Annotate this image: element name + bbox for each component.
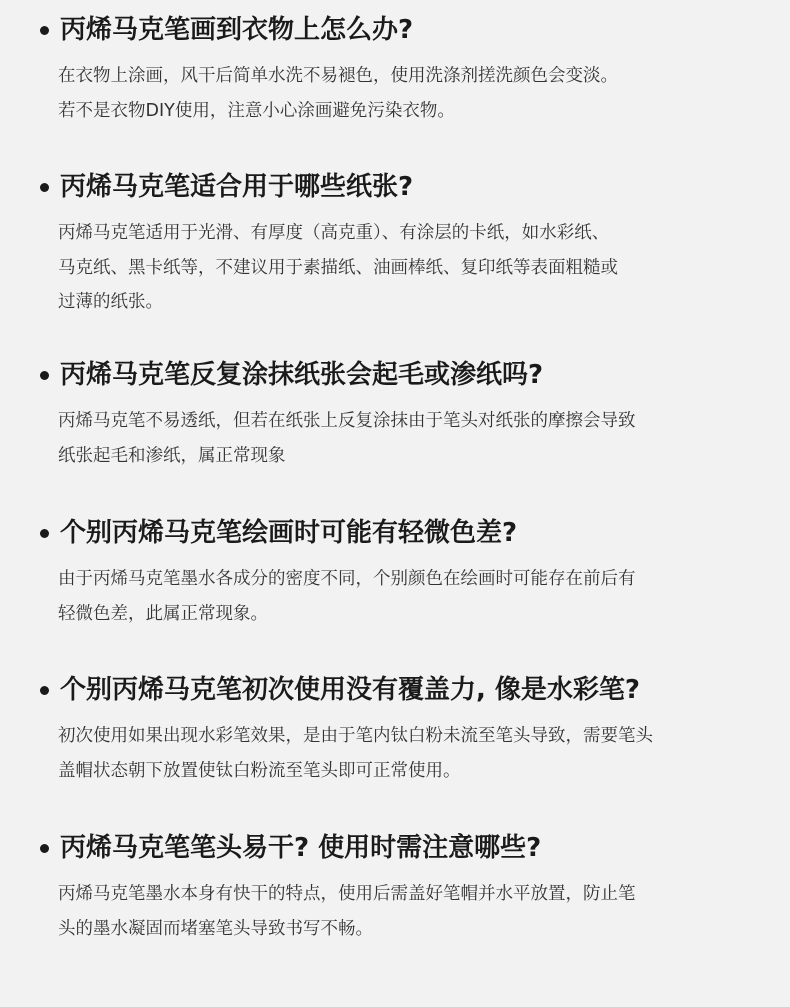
faq-item-5: [0, 673, 790, 788]
faq-item-4: [0, 516, 790, 631]
faq-question-text: 丙烯马克笔适合用于哪些纸张?: [60, 172, 414, 202]
faq-answer-line: 纸张起毛和渗纸，属正常现象: [58, 445, 286, 466]
faq-answer-line: 丙烯马克笔墨水本身有快干的特点，使用后需盖好笔帽并水平放置，防止笔: [58, 884, 636, 904]
faq-question: [0, 13, 790, 47]
faq-item-2: [0, 170, 790, 320]
faq-answer-line: 若不是衣物DIY使用，注意小心涂画避免污染衣物。: [58, 100, 455, 121]
faq-question: [0, 516, 790, 550]
faq-answer-line: 轻微色差，此属正常现象。: [58, 603, 268, 624]
faq-answer: [0, 216, 790, 320]
faq-question-text: 丙烯马克笔画到衣物上怎么办?: [60, 15, 414, 45]
faq-item-3: [0, 358, 790, 473]
faq-answer: [0, 562, 790, 631]
faq-answer-line: 马克纸、黑卡纸等，不建议用于素描纸、油画棒纸、复印纸等表面粗糙或: [58, 257, 618, 278]
faq-question: [0, 831, 790, 865]
faq-answer: [0, 404, 790, 473]
faq-item-6: [0, 831, 790, 946]
faq-answer-line: 由于丙烯马克笔墨水各成分的密度不同，个别颜色在绘画时可能存在前后有: [58, 569, 636, 589]
faq-answer-line: 盖帽状态朝下放置使钛白粉流至笔头即可正常使用。: [58, 760, 461, 781]
bullet-dot-icon: [40, 686, 49, 695]
faq-answer-line: 初次使用如果出现水彩笔效果，是由于笔内钛白粉未流至笔头导致，需要笔头: [58, 726, 653, 746]
bullet-dot-icon: [40, 529, 49, 538]
faq-question-text: 丙烯马克笔反复涂抹纸张会起毛或渗纸吗?: [60, 360, 544, 390]
faq-item-1: [0, 13, 790, 128]
bullet-dot-icon: [40, 183, 49, 192]
bullet-dot-icon: [40, 371, 49, 380]
faq-question-text: 个别丙烯马克笔初次使用没有覆盖力, 像是水彩笔?: [60, 675, 641, 705]
bullet-dot-icon: [40, 844, 49, 853]
faq-answer-line: 过薄的纸张。: [58, 292, 163, 312]
faq-answer: [0, 59, 790, 128]
faq-answer: [0, 719, 790, 788]
faq-answer-line: 在衣物上涂画，风干后简单水洗不易褪色，使用洗涤剂搓洗颜色会变淡。: [58, 66, 618, 86]
faq-question: [0, 673, 790, 707]
faq-answer-line: 丙烯马克笔不易透纸，但若在纸张上反复涂抹由于笔头对纸张的摩擦会导致: [58, 411, 636, 431]
faq-answer-line: 头的墨水凝固而堵塞笔头导致书写不畅。: [58, 918, 373, 939]
bullet-dot-icon: [40, 26, 49, 35]
faq-question-text: 个别丙烯马克笔绘画时可能有轻微色差?: [60, 518, 518, 548]
faq-answer: [0, 877, 790, 946]
faq-question: [0, 170, 790, 204]
faq-answer-line: 丙烯马克笔适用于光滑、有厚度（高克重）、有涂层的卡纸，如水彩纸、: [58, 223, 610, 243]
faq-question: [0, 358, 790, 392]
faq-question-text: 丙烯马克笔笔头易干? 使用时需注意哪些?: [60, 833, 542, 863]
